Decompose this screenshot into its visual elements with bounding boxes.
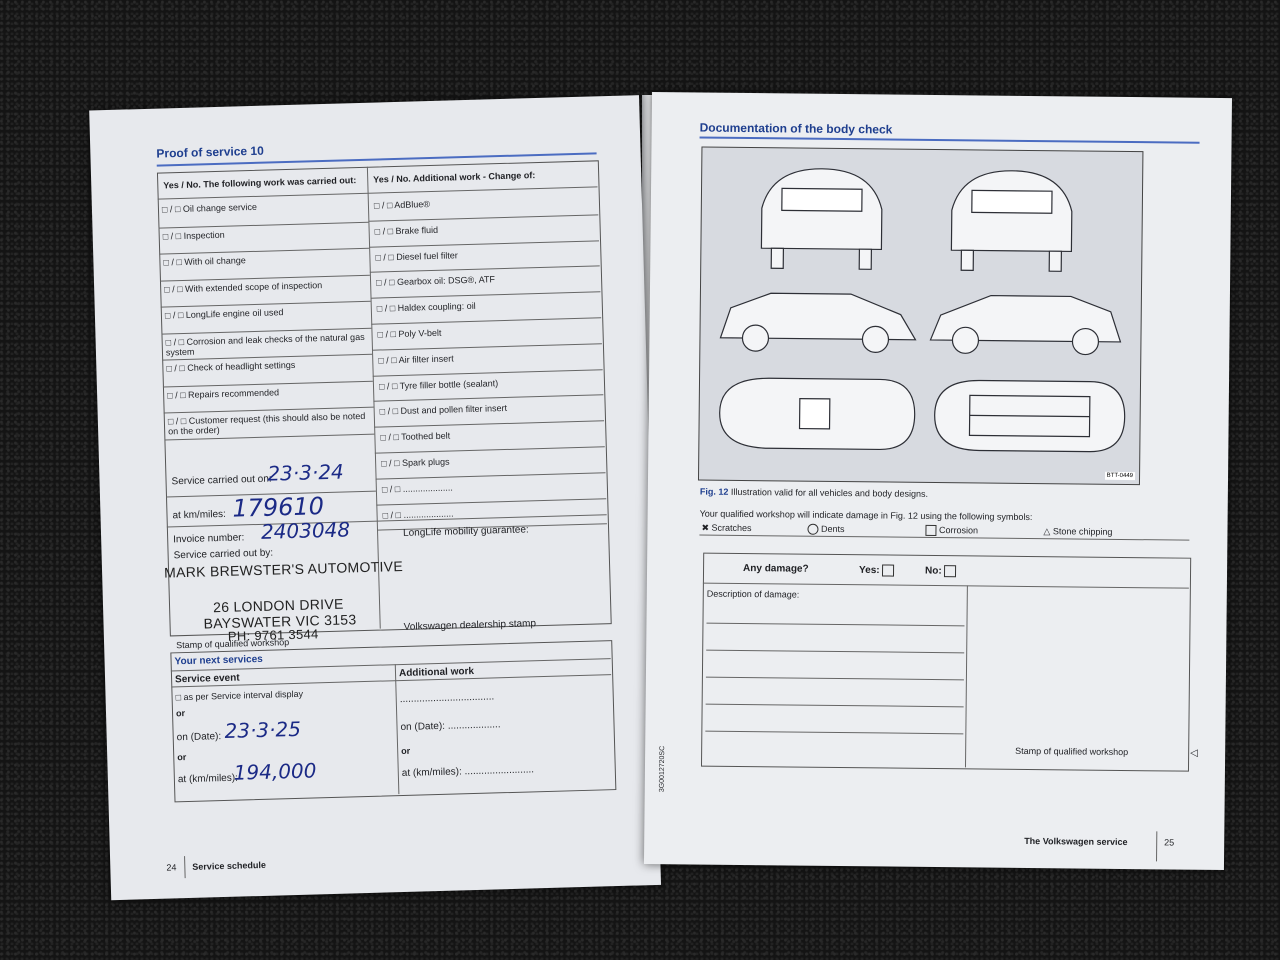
footer-divider <box>1156 831 1157 861</box>
additional-item-label: Gearbox oil: DSG®, ATF <box>396 274 496 288</box>
car-underside-view <box>934 380 1125 452</box>
work-item-label: With extended scope of inspection <box>184 279 323 294</box>
additional-item-label: Toothed belt <box>401 430 451 443</box>
symbol-scratches: ✖ Scratches <box>701 522 752 534</box>
any-damage-label: Any damage? <box>742 563 809 575</box>
work-item-label: Oil change service <box>182 201 258 214</box>
symbol-corrosion: Corrosion <box>925 525 978 537</box>
dent-icon <box>807 524 818 535</box>
right-page <box>644 92 1232 870</box>
stamp-line-1: MARK BREWSTER'S AUTOMOTIVE <box>163 557 404 581</box>
km-value: 179610 <box>231 492 325 523</box>
fig-caption: Illustration valid for all vehicles and body designs. <box>730 486 929 499</box>
next-date-label: on (Date): <box>176 731 222 744</box>
checkbox-pair[interactable]: □ / □ <box>161 204 181 215</box>
service-event-header: Service event <box>174 672 240 686</box>
figure-caption-row <box>700 487 928 499</box>
invoice-label: Invoice number: <box>173 532 245 546</box>
additional-work-header: Additional work <box>398 665 475 680</box>
additional-item-label: Spark plugs <box>401 456 450 468</box>
checkbox-pair[interactable]: □ / □ <box>167 389 186 400</box>
checkbox-pair[interactable]: □ / □ <box>163 256 182 268</box>
interval-display: □ as per Service interval display <box>175 688 304 703</box>
yes-label: Yes: <box>859 564 894 576</box>
footer-label: Service schedule <box>192 859 267 872</box>
checkbox-pair[interactable]: □ / □ <box>167 415 187 427</box>
yes-checkbox[interactable] <box>882 564 894 576</box>
symbol-stone-chipping: △ Stone chipping <box>1043 526 1113 537</box>
work-item-label: Check of headlight settings <box>187 359 296 373</box>
car-outlines <box>699 148 1142 485</box>
or-label: or <box>175 708 186 719</box>
km-label: at km/miles: <box>172 508 227 522</box>
checkbox-pair[interactable]: □ / □ <box>164 309 184 321</box>
checkbox-pair[interactable]: □ / □ <box>165 336 185 347</box>
work-item-label: LongLife engine oil used <box>185 307 284 320</box>
car-side-view-right <box>930 295 1121 355</box>
no-checkbox[interactable] <box>944 565 956 577</box>
additional-item-label: Brake fluid <box>395 224 439 236</box>
at-km-dotted: at (km/miles): ......................... <box>401 764 535 780</box>
triangle-icon: ◁ <box>1190 747 1198 759</box>
side-code: 3G0012720SC <box>658 745 667 793</box>
description-label: Description of damage: <box>706 588 800 600</box>
on-date-dotted: on (Date): ................... <box>400 719 501 734</box>
checkbox-pair[interactable]: □ / □ <box>376 303 396 314</box>
car-side-view-left <box>720 293 916 353</box>
checkbox-pair[interactable]: □ / □ <box>378 380 398 392</box>
next-km-label: at (km/miles): <box>177 772 239 786</box>
dotted-line: .................................. <box>399 691 495 706</box>
title-underline <box>700 137 1200 144</box>
figure-code: BTT-0449 <box>1105 472 1135 480</box>
work-item-label: Inspection <box>183 229 225 241</box>
checkbox-pair[interactable]: □ / □ <box>381 483 401 495</box>
checkbox-pair[interactable]: □ / □ <box>162 230 182 242</box>
service-date-value: 23·3·24 <box>267 459 345 486</box>
additional-item-label: .................... <box>403 508 454 520</box>
car-front-view <box>951 170 1072 271</box>
stamp-line-4: PH: 9761 3544 <box>227 626 319 644</box>
checkbox-pair[interactable]: □ / □ <box>379 406 399 417</box>
work-item-label: Repairs recommended <box>187 386 280 400</box>
additional-item-label: AdBlue® <box>394 199 431 211</box>
additional-item-label: Poly V-belt <box>398 327 442 339</box>
or-label: or <box>177 752 187 763</box>
symbol-dents: Dents <box>807 524 844 536</box>
checkbox-pair[interactable]: □ / □ <box>377 329 397 340</box>
page-number: 25 <box>1164 837 1175 848</box>
checkbox-pair[interactable]: □ / □ <box>375 277 395 288</box>
left-page <box>89 95 661 900</box>
checkbox-pair[interactable]: □ / □ <box>380 432 399 443</box>
stamp-line-3: BAYSWATER VIC 3153 <box>203 611 357 632</box>
car-top-view <box>719 378 915 450</box>
car-rear-view <box>761 168 882 269</box>
checkbox-pair[interactable]: □ / □ <box>166 362 185 374</box>
dealer-stamp-label: Volkswagen dealership stamp <box>403 618 537 633</box>
stamp-line-2: 26 LONDON DRIVE <box>212 595 344 616</box>
page-number: 24 <box>166 862 177 873</box>
footer-divider <box>184 856 186 878</box>
checkbox-pair[interactable]: □ / □ <box>375 251 394 263</box>
additional-item-label: Dust and pollen filter insert <box>400 403 508 417</box>
service-date-label: Service carried out on: <box>171 473 272 488</box>
next-services-title: Your next services <box>174 653 263 668</box>
or-label: or <box>401 745 411 757</box>
carried-by-label: Service carried out by: <box>173 547 274 562</box>
work-header: Yes / No. The following work was carried out: <box>163 175 357 191</box>
page-title: Documentation of the body check <box>699 120 893 137</box>
body-diagram <box>698 147 1143 486</box>
additional-item-label: Diesel fuel filter <box>396 249 458 262</box>
symbol-instruction: Your qualified workshop will indicate damage in Fig. 12 using the following symbols: <box>699 508 1033 523</box>
next-date-value: 23·3·25 <box>224 716 302 743</box>
checkbox-pair[interactable]: □ / □ <box>381 457 400 469</box>
stamp-label: Stamp of qualified workshop <box>1015 745 1129 758</box>
checkbox-pair[interactable]: □ / □ <box>373 200 393 211</box>
checkbox-pair[interactable]: □ / □ <box>382 509 402 521</box>
fig-label: Fig. 12 <box>699 486 729 497</box>
next-km-value: 194,000 <box>233 758 317 785</box>
corrosion-icon <box>925 525 936 536</box>
additional-header: Yes / No. Additional work - Change of: <box>373 170 536 185</box>
work-item-label: With oil change <box>184 255 247 267</box>
invoice-value: 2403048 <box>260 517 351 544</box>
additional-item-label: Haldex coupling: oil <box>397 300 476 314</box>
work-item-label: Corrosion and leak checks of the natural gas system <box>165 331 365 357</box>
no-label: No: <box>925 565 957 577</box>
checkbox-pair[interactable]: □ / □ <box>378 354 397 366</box>
page-title: Proof of service 10 <box>156 143 264 161</box>
stamp-workshop-label: Stamp of qualified workshop <box>176 637 290 651</box>
checkbox-pair[interactable]: □ / □ <box>374 225 394 237</box>
longlife-label: LongLife mobility guarantee: <box>402 524 529 539</box>
work-item-label: Customer request (this should also be noted on the order) <box>168 410 366 437</box>
checkbox-pair[interactable]: □ / □ <box>164 283 183 294</box>
additional-item-label: Air filter insert <box>398 353 454 365</box>
footer-label: The Volkswagen service <box>1024 835 1128 848</box>
additional-item-label: Tyre filler bottle (sealant) <box>399 377 499 391</box>
additional-item-label: .................... <box>402 482 453 494</box>
